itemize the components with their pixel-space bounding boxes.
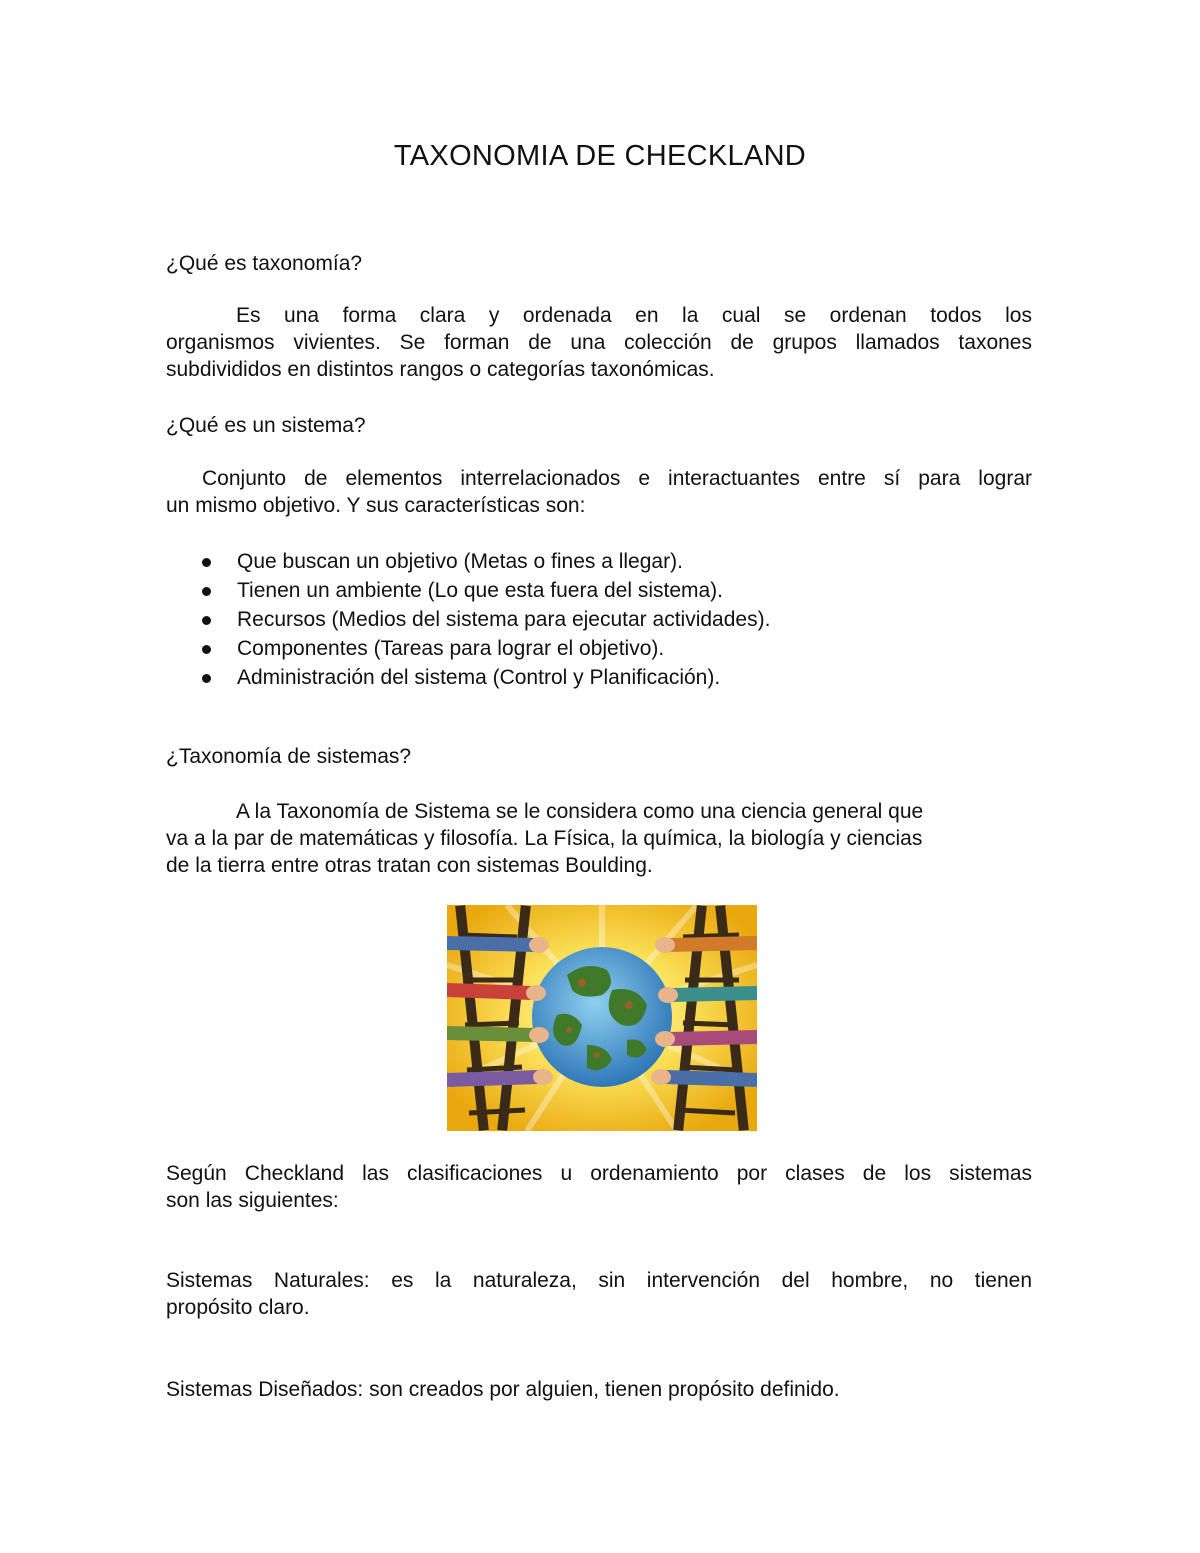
question-taxonomy: ¿Qué es taxonomía? [166, 252, 363, 275]
paragraph-line: organismos vivientes. Se forman de una colección de grupos llamados taxones [166, 331, 1032, 354]
paragraph-taxonomy [166, 302, 1032, 383]
question-systems-taxonomy: ¿Taxonomía de sistemas? [166, 745, 412, 768]
paragraph-line: va a la par de matemáticas y filosofía. La Física, la química, la biología y ciencias [166, 827, 923, 850]
paragraph-line: A la Taxonomía de Sistema se le considera como una ciencia general que [236, 800, 924, 823]
paragraph-line: propósito claro. [166, 1296, 310, 1319]
paragraph-checkland-intro [166, 1160, 1032, 1214]
paragraph-natural-systems [166, 1267, 1032, 1321]
paragraph-line: un mismo objetivo. Y sus características son: [166, 494, 586, 517]
characteristics-list [166, 547, 1032, 692]
list-item: Administración del sistema (Control y Planificación). [166, 663, 1032, 692]
paragraph-line: Es una forma clara y ordenada en la cual se ordenan todos los [236, 304, 1032, 327]
list-item: Que buscan un objetivo (Metas o fines a llegar). [166, 547, 1032, 576]
globe-hands-illustration [447, 905, 757, 1131]
paragraph-line: Según Checkland las clasificaciones u ordenamiento por clases de los sistemas [166, 1162, 1032, 1185]
document-title: TAXONOMIA DE CHECKLAND [393, 140, 807, 172]
paragraph-system [166, 465, 1032, 519]
paragraph-line: de la tierra entre otras tratan con sistemas Boulding. [166, 854, 653, 877]
list-item: Recursos (Medios del sistema para ejecutar actividades). [166, 605, 1032, 634]
paragraph-line: son las siguientes: [166, 1189, 339, 1212]
paragraph-line: subdivididos en distintos rangos o categorías taxonómicas. [166, 358, 715, 381]
paragraph-systems-taxonomy [166, 798, 1032, 879]
question-system: ¿Qué es un sistema? [166, 414, 366, 437]
list-item: Componentes (Tareas para lograr el objetivo). [166, 634, 1032, 663]
paragraph-line: Sistemas Naturales: es la naturaleza, sin intervención del hombre, no tienen [166, 1269, 1032, 1292]
paragraph-designed-systems: Sistemas Diseñados: son creados por alguien, tienen propósito definido. [166, 1378, 840, 1401]
paragraph-line: Conjunto de elementos interrelacionados e interactuantes entre sí para lograr [202, 467, 1032, 490]
list-item: Tienen un ambiente (Lo que esta fuera del sistema). [166, 576, 1032, 605]
